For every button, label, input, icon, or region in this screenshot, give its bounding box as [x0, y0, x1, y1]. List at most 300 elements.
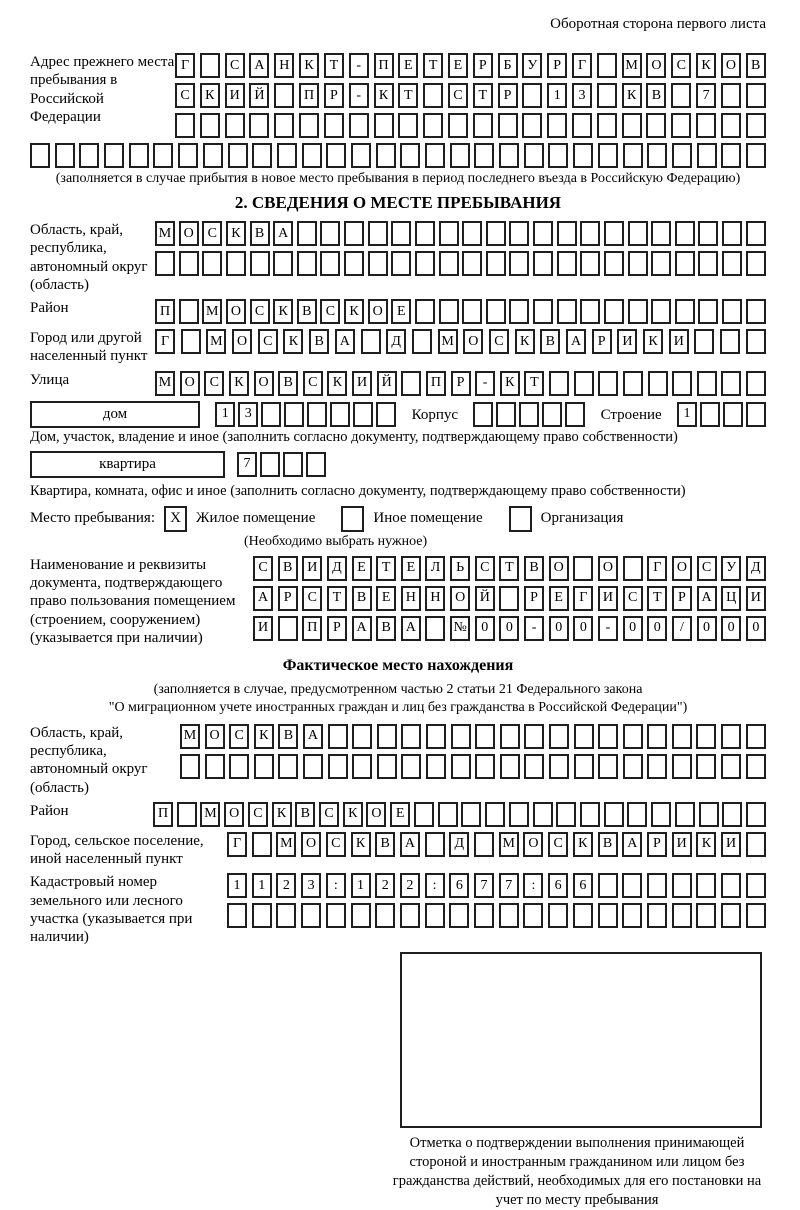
char-cell[interactable]: 0 — [549, 616, 569, 641]
char-cell[interactable] — [252, 832, 272, 857]
char-cell[interactable]: Р — [592, 329, 612, 354]
char-cell[interactable] — [622, 873, 642, 898]
char-cell[interactable]: Г — [175, 53, 195, 78]
char-cell[interactable] — [623, 724, 643, 749]
char-cell[interactable] — [698, 251, 718, 276]
char-cell[interactable] — [260, 452, 280, 477]
char-cell[interactable]: - — [524, 616, 544, 641]
char-cell[interactable] — [276, 903, 296, 928]
char-cell[interactable] — [696, 873, 716, 898]
char-cell[interactable] — [746, 402, 766, 427]
char-cell[interactable] — [400, 143, 420, 168]
char-cell[interactable]: О — [179, 221, 199, 246]
char-cell[interactable]: 0 — [697, 616, 717, 641]
char-cell[interactable] — [696, 724, 716, 749]
char-cell[interactable] — [475, 754, 495, 779]
char-cell[interactable]: Т — [499, 556, 519, 581]
char-cell[interactable]: 6 — [573, 873, 593, 898]
char-cell[interactable]: М — [202, 299, 222, 324]
char-cell[interactable]: 7 — [237, 452, 257, 477]
char-cell[interactable] — [486, 221, 506, 246]
char-cell[interactable] — [368, 251, 388, 276]
char-cell[interactable] — [627, 802, 647, 827]
char-cell[interactable]: П — [153, 802, 173, 827]
char-cell[interactable]: М — [155, 221, 175, 246]
char-cell[interactable]: С — [448, 83, 468, 108]
char-cell[interactable]: К — [226, 221, 246, 246]
char-cell[interactable]: О — [523, 832, 543, 857]
char-cell[interactable] — [549, 754, 569, 779]
char-cell[interactable]: П — [374, 53, 394, 78]
char-cell[interactable] — [261, 402, 281, 427]
char-cell[interactable] — [700, 402, 720, 427]
char-cell[interactable]: Р — [524, 586, 544, 611]
char-cell[interactable]: В — [746, 53, 766, 78]
char-cell[interactable]: К — [343, 802, 363, 827]
char-cell[interactable] — [252, 903, 272, 928]
char-cell[interactable] — [522, 83, 542, 108]
char-cell[interactable]: Г — [647, 556, 667, 581]
char-cell[interactable]: Т — [376, 556, 396, 581]
char-cell[interactable]: 0 — [499, 616, 519, 641]
char-cell[interactable]: Г — [572, 53, 592, 78]
char-cell[interactable] — [498, 113, 518, 138]
char-cell[interactable]: Л — [425, 556, 445, 581]
char-cell[interactable]: А — [273, 221, 293, 246]
char-cell[interactable]: А — [697, 586, 717, 611]
char-cell[interactable]: К — [573, 832, 593, 857]
char-cell[interactable]: : — [326, 873, 346, 898]
char-cell[interactable] — [672, 903, 692, 928]
char-cell[interactable]: 6 — [548, 873, 568, 898]
char-cell[interactable] — [721, 754, 741, 779]
char-cell[interactable]: А — [400, 832, 420, 857]
char-cell[interactable] — [746, 221, 766, 246]
char-cell[interactable] — [746, 903, 766, 928]
char-cell[interactable]: Е — [398, 53, 418, 78]
char-cell[interactable]: А — [566, 329, 586, 354]
char-cell[interactable]: 3 — [301, 873, 321, 898]
char-cell[interactable]: А — [622, 832, 642, 857]
char-cell[interactable] — [565, 402, 585, 427]
char-cell[interactable] — [557, 251, 577, 276]
char-cell[interactable] — [548, 903, 568, 928]
char-cell[interactable]: И — [617, 329, 637, 354]
char-cell[interactable] — [178, 143, 198, 168]
char-cell[interactable] — [129, 143, 149, 168]
char-cell[interactable]: П — [302, 616, 322, 641]
char-cell[interactable] — [473, 113, 493, 138]
char-cell[interactable] — [401, 371, 421, 396]
char-cell[interactable]: А — [253, 586, 273, 611]
char-cell[interactable]: К — [200, 83, 220, 108]
char-cell[interactable]: С — [489, 329, 509, 354]
char-cell[interactable]: О — [368, 299, 388, 324]
char-cell[interactable] — [672, 754, 692, 779]
char-cell[interactable] — [278, 754, 298, 779]
char-cell[interactable] — [374, 113, 394, 138]
char-cell[interactable]: С — [303, 371, 323, 396]
char-cell[interactable] — [474, 832, 494, 857]
char-cell[interactable] — [55, 143, 75, 168]
char-cell[interactable]: С — [697, 556, 717, 581]
char-cell[interactable] — [415, 251, 435, 276]
char-cell[interactable]: К — [622, 83, 642, 108]
char-cell[interactable]: Т — [473, 83, 493, 108]
char-cell[interactable]: У — [522, 53, 542, 78]
char-cell[interactable] — [451, 754, 471, 779]
char-cell[interactable] — [722, 251, 742, 276]
char-cell[interactable] — [368, 221, 388, 246]
char-cell[interactable] — [438, 802, 458, 827]
char-cell[interactable]: И — [746, 586, 766, 611]
char-cell[interactable] — [328, 724, 348, 749]
char-cell[interactable] — [425, 832, 445, 857]
char-cell[interactable] — [647, 873, 667, 898]
char-cell[interactable]: 1 — [215, 402, 235, 427]
char-cell[interactable]: А — [401, 616, 421, 641]
char-cell[interactable]: О — [301, 832, 321, 857]
char-cell[interactable]: И — [253, 616, 273, 641]
char-cell[interactable]: С — [475, 556, 495, 581]
char-cell[interactable] — [622, 903, 642, 928]
char-cell[interactable] — [306, 452, 326, 477]
char-cell[interactable] — [344, 221, 364, 246]
char-cell[interactable] — [499, 586, 519, 611]
char-cell[interactable] — [175, 113, 195, 138]
char-cell[interactable]: Д — [746, 556, 766, 581]
char-cell[interactable]: Т — [647, 586, 667, 611]
char-cell[interactable] — [548, 143, 568, 168]
char-cell[interactable] — [651, 251, 671, 276]
char-cell[interactable] — [547, 113, 567, 138]
char-cell[interactable] — [462, 251, 482, 276]
char-cell[interactable]: О — [450, 586, 470, 611]
char-cell[interactable]: О — [598, 556, 618, 581]
char-cell[interactable] — [278, 616, 298, 641]
char-cell[interactable]: К — [643, 329, 663, 354]
char-cell[interactable]: 0 — [475, 616, 495, 641]
char-cell[interactable] — [205, 754, 225, 779]
char-cell[interactable] — [509, 251, 529, 276]
char-cell[interactable]: С — [229, 724, 249, 749]
char-cell[interactable]: Р — [647, 832, 667, 857]
char-cell[interactable]: О — [205, 724, 225, 749]
char-cell[interactable]: П — [299, 83, 319, 108]
char-cell[interactable]: Д — [449, 832, 469, 857]
char-cell[interactable] — [675, 802, 695, 827]
char-cell[interactable] — [462, 299, 482, 324]
char-cell[interactable]: С — [253, 556, 273, 581]
char-cell[interactable] — [425, 903, 445, 928]
char-cell[interactable] — [746, 113, 766, 138]
char-cell[interactable] — [425, 143, 445, 168]
char-cell[interactable] — [30, 143, 50, 168]
char-cell[interactable] — [672, 724, 692, 749]
char-cell[interactable] — [604, 299, 624, 324]
char-cell[interactable] — [226, 251, 246, 276]
char-cell[interactable] — [675, 221, 695, 246]
char-cell[interactable] — [376, 143, 396, 168]
char-cell[interactable] — [449, 903, 469, 928]
char-cell[interactable] — [557, 299, 577, 324]
char-cell[interactable]: В — [297, 299, 317, 324]
char-cell[interactable] — [228, 143, 248, 168]
char-cell[interactable]: К — [327, 371, 347, 396]
char-cell[interactable] — [746, 371, 766, 396]
char-cell[interactable] — [320, 221, 340, 246]
char-cell[interactable] — [328, 754, 348, 779]
char-cell[interactable] — [549, 371, 569, 396]
char-cell[interactable] — [721, 83, 741, 108]
char-cell[interactable] — [401, 754, 421, 779]
char-cell[interactable]: М — [438, 329, 458, 354]
char-cell[interactable]: И — [672, 832, 692, 857]
char-cell[interactable] — [651, 221, 671, 246]
char-cell[interactable] — [604, 251, 624, 276]
char-cell[interactable] — [203, 143, 223, 168]
char-cell[interactable]: С — [326, 832, 346, 857]
char-cell[interactable]: - — [349, 53, 369, 78]
char-cell[interactable] — [542, 402, 562, 427]
char-cell[interactable]: 0 — [721, 616, 741, 641]
char-cell[interactable]: 7 — [499, 873, 519, 898]
char-cell[interactable]: Д — [386, 329, 406, 354]
char-cell[interactable]: Е — [448, 53, 468, 78]
char-cell[interactable]: С — [302, 586, 322, 611]
char-cell[interactable]: Б — [498, 53, 518, 78]
char-cell[interactable] — [672, 143, 692, 168]
char-cell[interactable]: Р — [327, 616, 347, 641]
char-cell[interactable]: 1 — [351, 873, 371, 898]
checkbox-inoe-pomeshchenie[interactable] — [341, 506, 364, 532]
char-cell[interactable]: М — [622, 53, 642, 78]
char-cell[interactable] — [361, 329, 381, 354]
char-cell[interactable]: В — [278, 371, 298, 396]
char-cell[interactable]: М — [206, 329, 226, 354]
char-cell[interactable]: 1 — [227, 873, 247, 898]
char-cell[interactable]: М — [200, 802, 220, 827]
char-cell[interactable] — [461, 802, 481, 827]
char-cell[interactable]: : — [425, 873, 445, 898]
char-cell[interactable] — [153, 143, 173, 168]
char-cell[interactable]: Е — [401, 556, 421, 581]
char-cell[interactable]: И — [352, 371, 372, 396]
char-cell[interactable]: Е — [352, 556, 372, 581]
char-cell[interactable] — [721, 371, 741, 396]
char-cell[interactable] — [180, 754, 200, 779]
char-cell[interactable] — [225, 113, 245, 138]
char-cell[interactable] — [439, 221, 459, 246]
char-cell[interactable] — [451, 724, 471, 749]
char-cell[interactable] — [496, 402, 516, 427]
char-cell[interactable] — [746, 724, 766, 749]
char-cell[interactable] — [598, 903, 618, 928]
char-cell[interactable]: К — [254, 724, 274, 749]
char-cell[interactable] — [179, 251, 199, 276]
char-cell[interactable] — [523, 903, 543, 928]
char-cell[interactable]: О — [721, 53, 741, 78]
char-cell[interactable] — [580, 299, 600, 324]
char-cell[interactable]: В — [540, 329, 560, 354]
char-cell[interactable]: О — [549, 556, 569, 581]
char-cell[interactable]: С — [204, 371, 224, 396]
char-cell[interactable]: Е — [391, 299, 411, 324]
char-cell[interactable] — [439, 299, 459, 324]
char-cell[interactable] — [549, 724, 569, 749]
char-cell[interactable]: / — [672, 616, 692, 641]
char-cell[interactable] — [604, 802, 624, 827]
char-cell[interactable]: К — [374, 83, 394, 108]
char-cell[interactable] — [274, 83, 294, 108]
char-cell[interactable]: В — [598, 832, 618, 857]
char-cell[interactable] — [604, 221, 624, 246]
char-cell[interactable]: И — [225, 83, 245, 108]
char-cell[interactable]: 2 — [375, 873, 395, 898]
char-cell[interactable]: К — [351, 832, 371, 857]
char-cell[interactable] — [391, 221, 411, 246]
char-cell[interactable]: - — [598, 616, 618, 641]
char-cell[interactable] — [746, 832, 766, 857]
char-cell[interactable] — [646, 113, 666, 138]
char-cell[interactable] — [696, 113, 716, 138]
char-cell[interactable]: П — [155, 299, 175, 324]
char-cell[interactable] — [179, 299, 199, 324]
char-cell[interactable] — [352, 754, 372, 779]
char-cell[interactable] — [349, 113, 369, 138]
char-cell[interactable] — [474, 903, 494, 928]
char-cell[interactable]: Ц — [721, 586, 741, 611]
char-cell[interactable] — [303, 754, 323, 779]
char-cell[interactable] — [647, 724, 667, 749]
char-cell[interactable] — [519, 402, 539, 427]
char-cell[interactable] — [556, 802, 576, 827]
char-cell[interactable]: 1 — [547, 83, 567, 108]
char-cell[interactable]: В — [524, 556, 544, 581]
kvartira-field-box[interactable]: квартира — [30, 451, 225, 478]
char-cell[interactable]: О — [672, 556, 692, 581]
char-cell[interactable]: К — [273, 299, 293, 324]
char-cell[interactable] — [274, 113, 294, 138]
char-cell[interactable] — [415, 299, 435, 324]
char-cell[interactable]: С — [225, 53, 245, 78]
char-cell[interactable] — [722, 221, 742, 246]
char-cell[interactable] — [746, 299, 766, 324]
char-cell[interactable]: В — [375, 832, 395, 857]
char-cell[interactable]: - — [349, 83, 369, 108]
char-cell[interactable]: К — [696, 832, 716, 857]
char-cell[interactable]: В — [309, 329, 329, 354]
char-cell[interactable] — [722, 299, 742, 324]
char-cell[interactable] — [697, 143, 717, 168]
char-cell[interactable] — [647, 903, 667, 928]
char-cell[interactable] — [573, 556, 593, 581]
char-cell[interactable] — [672, 371, 692, 396]
char-cell[interactable] — [200, 53, 220, 78]
char-cell[interactable]: К — [696, 53, 716, 78]
char-cell[interactable] — [415, 221, 435, 246]
char-cell[interactable] — [647, 754, 667, 779]
char-cell[interactable] — [628, 251, 648, 276]
char-cell[interactable]: У — [721, 556, 741, 581]
char-cell[interactable]: Т — [423, 53, 443, 78]
char-cell[interactable] — [524, 724, 544, 749]
char-cell[interactable] — [391, 251, 411, 276]
char-cell[interactable]: В — [646, 83, 666, 108]
char-cell[interactable]: Г — [227, 832, 247, 857]
char-cell[interactable] — [302, 143, 322, 168]
char-cell[interactable] — [721, 113, 741, 138]
char-cell[interactable]: Д — [327, 556, 347, 581]
char-cell[interactable]: Е — [390, 802, 410, 827]
char-cell[interactable] — [376, 402, 396, 427]
char-cell[interactable] — [671, 83, 691, 108]
char-cell[interactable]: И — [669, 329, 689, 354]
char-cell[interactable] — [722, 802, 742, 827]
char-cell[interactable] — [598, 873, 618, 898]
char-cell[interactable]: М — [155, 371, 175, 396]
char-cell[interactable]: Е — [376, 586, 396, 611]
char-cell[interactable] — [746, 873, 766, 898]
char-cell[interactable] — [746, 329, 766, 354]
char-cell[interactable]: Р — [451, 371, 471, 396]
char-cell[interactable]: И — [302, 556, 322, 581]
char-cell[interactable] — [301, 903, 321, 928]
char-cell[interactable] — [249, 113, 269, 138]
char-cell[interactable]: 3 — [572, 83, 592, 108]
char-cell[interactable] — [353, 402, 373, 427]
char-cell[interactable] — [572, 113, 592, 138]
checkbox-zhiloe-pomeshchenie[interactable]: X — [164, 506, 187, 532]
char-cell[interactable] — [330, 402, 350, 427]
char-cell[interactable] — [486, 251, 506, 276]
char-cell[interactable] — [746, 754, 766, 779]
char-cell[interactable]: И — [598, 586, 618, 611]
checkbox-organizatsiya[interactable] — [509, 506, 532, 532]
char-cell[interactable] — [573, 143, 593, 168]
char-cell[interactable]: К — [344, 299, 364, 324]
char-cell[interactable] — [344, 251, 364, 276]
char-cell[interactable] — [672, 873, 692, 898]
char-cell[interactable]: С — [175, 83, 195, 108]
char-cell[interactable]: О — [226, 299, 246, 324]
char-cell[interactable] — [597, 113, 617, 138]
char-cell[interactable]: Й — [249, 83, 269, 108]
char-cell[interactable]: М — [180, 724, 200, 749]
char-cell[interactable] — [522, 113, 542, 138]
char-cell[interactable] — [283, 452, 303, 477]
char-cell[interactable]: И — [721, 832, 741, 857]
char-cell[interactable]: А — [303, 724, 323, 749]
char-cell[interactable] — [623, 143, 643, 168]
char-cell[interactable] — [375, 903, 395, 928]
char-cell[interactable]: М — [499, 832, 519, 857]
char-cell[interactable]: 2 — [400, 873, 420, 898]
char-cell[interactable] — [297, 221, 317, 246]
char-cell[interactable]: 7 — [474, 873, 494, 898]
char-cell[interactable] — [250, 251, 270, 276]
char-cell[interactable]: А — [335, 329, 355, 354]
char-cell[interactable] — [746, 802, 766, 827]
char-cell[interactable]: 0 — [746, 616, 766, 641]
char-cell[interactable]: К — [283, 329, 303, 354]
char-cell[interactable]: С — [258, 329, 278, 354]
char-cell[interactable]: К — [272, 802, 292, 827]
char-cell[interactable] — [200, 113, 220, 138]
char-cell[interactable] — [648, 371, 668, 396]
char-cell[interactable] — [423, 113, 443, 138]
char-cell[interactable] — [598, 143, 618, 168]
